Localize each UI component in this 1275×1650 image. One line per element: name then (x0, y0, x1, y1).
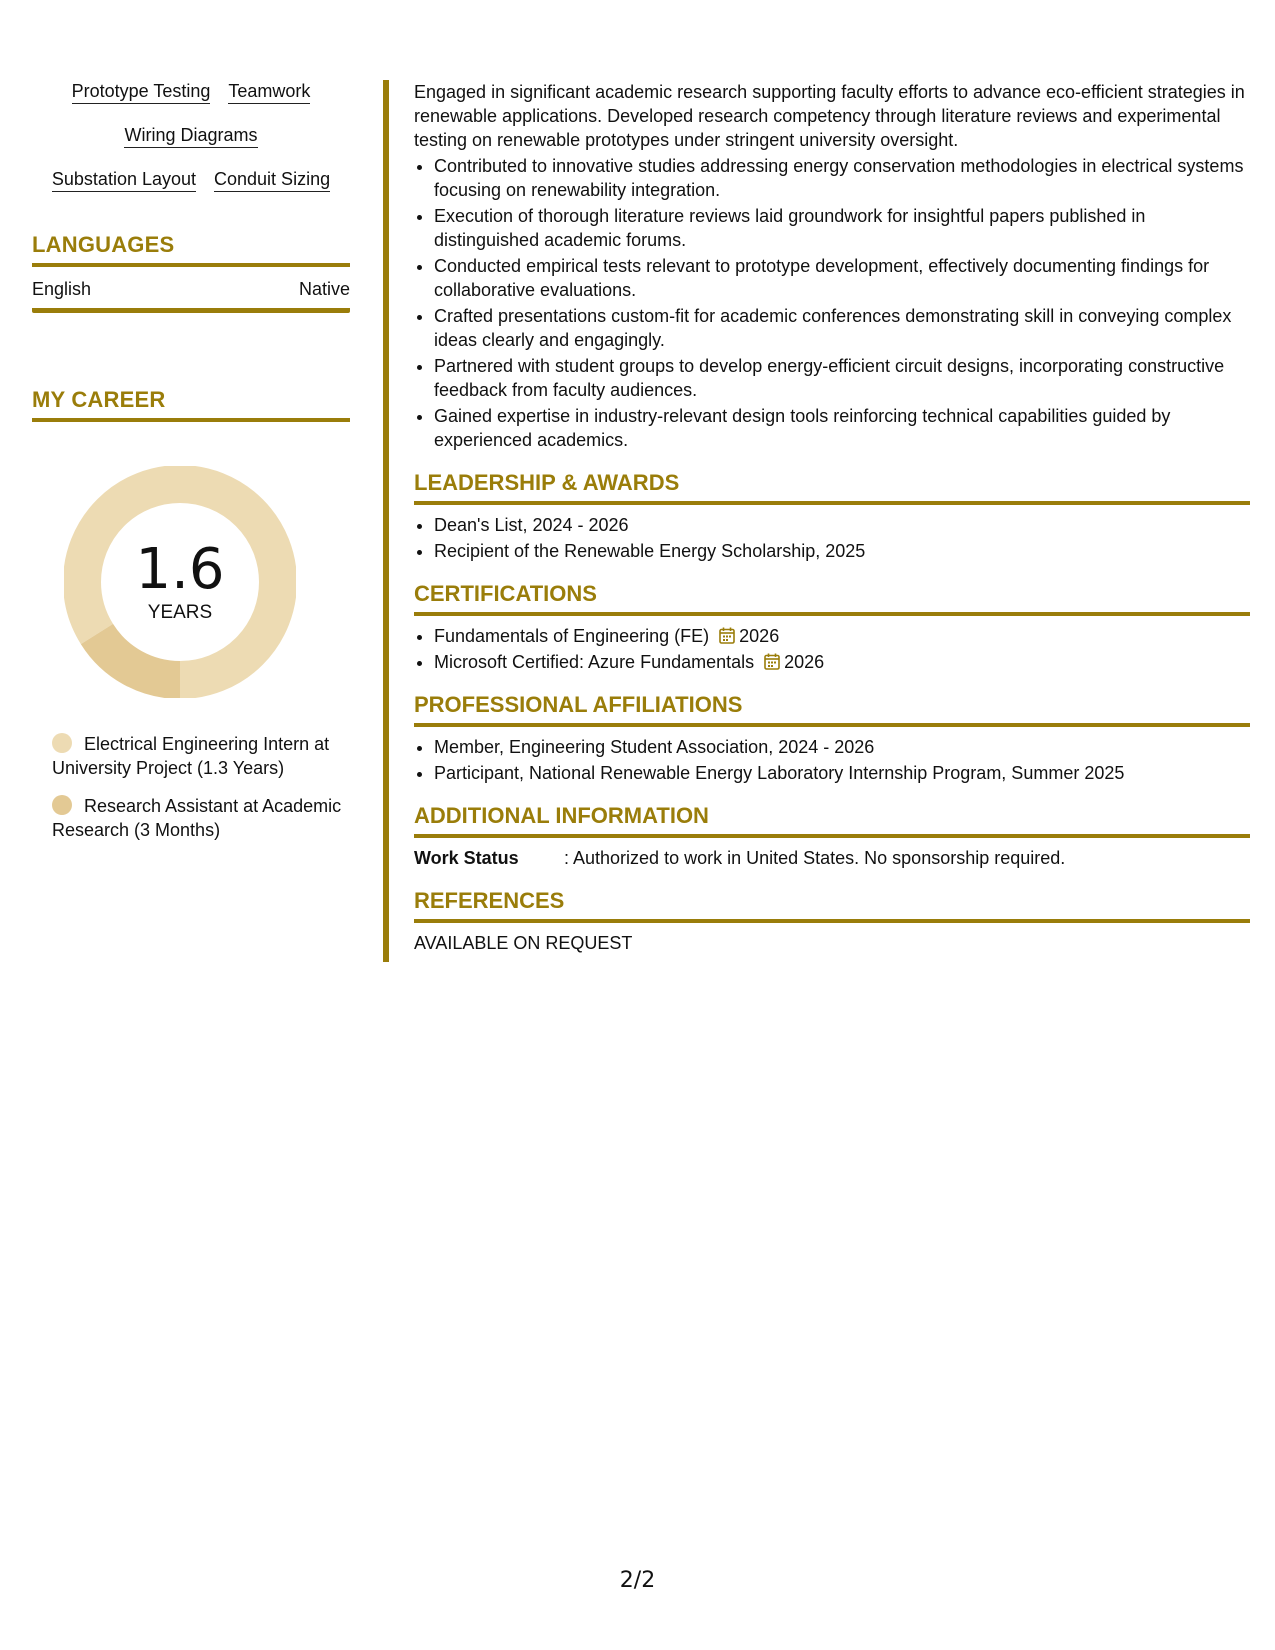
list-item: • Participant, National Renewable Energy Laboratory Internship Program, Summer 2025 (434, 761, 1250, 785)
language-row (32, 267, 350, 313)
leadership-list (414, 513, 1250, 563)
list-item (434, 650, 1250, 674)
work-status-label: Work Status (414, 848, 519, 868)
legend-dot (52, 733, 72, 753)
list-item: • Execution of thorough literature reviews laid groundwork for insightful papers published in distinguished academic forums. (434, 204, 1250, 252)
skills-row (32, 124, 350, 148)
list-item: • Contributed to innovative studies addressing energy conservation methodologies in electrical systems focusing on renewability integration. (434, 154, 1250, 202)
skill-tag: Substation Layout (52, 168, 196, 192)
legend-label: Research Assistant at Academic Research (3 Months) (52, 796, 342, 840)
list-item: • Recipient of the Renewable Energy Scholarship, 2025 (434, 539, 1250, 563)
skill-tag: Prototype Testing (72, 80, 211, 104)
career-legend (52, 732, 342, 842)
list-item: • Gained expertise in industry-relevant design tools reinforcing technical capabilities guided by experienced academics. (434, 404, 1250, 452)
certification-year: 2026 (784, 652, 825, 672)
legend-item (52, 794, 342, 842)
legend-dot (52, 795, 72, 815)
skill-tag: Wiring Diagrams (124, 124, 257, 148)
career-total-value: 1.6 (135, 537, 225, 602)
page-number: 2/2 (619, 1568, 656, 1593)
certification-name: Fundamentals of Engineering (FE) (434, 626, 710, 646)
leadership-heading: LEADERSHIP & AWARDS (414, 470, 1250, 505)
experience-bullets (414, 154, 1250, 452)
list-item: • Member, Engineering Student Association, 2024 - 2026 (434, 735, 1250, 759)
list-item (434, 624, 1250, 648)
career-heading: MY CAREER (32, 387, 350, 422)
additional-info-heading: ADDITIONAL INFORMATION (414, 803, 1250, 838)
affiliations-list (414, 735, 1250, 785)
skill-tag: Teamwork (228, 80, 310, 104)
list-item: • Crafted presentations custom-fit for academic conferences demonstrating skill in conveying complex ideas clearly and engagingly. (434, 304, 1250, 352)
certifications-heading: CERTIFICATIONS (414, 581, 1250, 616)
references-text: AVAILABLE ON REQUEST (414, 933, 633, 953)
calendar-icon (719, 627, 735, 644)
skill-tag: Conduit Sizing (214, 168, 330, 192)
column-divider (383, 80, 389, 962)
skills-row (32, 168, 350, 192)
list-item: • Dean's List, 2024 - 2026 (434, 513, 1250, 537)
list-item: • Conducted empirical tests relevant to prototype development, effectively documenting findings for collaborative evaluations. (434, 254, 1250, 302)
donut-center (64, 466, 296, 698)
career-donut-chart (64, 466, 296, 698)
skills-row (32, 80, 350, 104)
language-name: English (32, 279, 92, 299)
legend-label: Electrical Engineering Intern at University Project (1.3 Years) (52, 734, 330, 778)
affiliations-heading: PROFESSIONAL AFFILIATIONS (414, 692, 1250, 727)
skills-list (32, 80, 350, 192)
calendar-icon (764, 653, 780, 670)
references-heading: REFERENCES (414, 888, 1250, 923)
language-level: Native (298, 279, 350, 299)
career-total-unit: YEARS (147, 602, 213, 623)
experience-summary: Engaged in significant academic research supporting faculty efforts to advance eco-efficient strategies in renewable applications. Developed research competency through literature reviews and experimental testing on renewable prototypes under stringent university oversight. (414, 82, 1245, 150)
legend-item (52, 732, 342, 780)
work-status-row (414, 846, 1250, 870)
right-column (414, 80, 1250, 955)
certifications-list (414, 624, 1250, 674)
list-item: • Partnered with student groups to develop energy-efficient circuit designs, incorporating constructive feedback from faculty audiences. (434, 354, 1250, 402)
left-column (32, 80, 350, 856)
work-status-value: : Authorized to work in United States. No sponsorship required. (564, 848, 1066, 868)
certification-year: 2026 (739, 626, 780, 646)
languages-heading: LANGUAGES (32, 232, 350, 267)
certification-name: Microsoft Certified: Azure Fundamentals (434, 652, 755, 672)
